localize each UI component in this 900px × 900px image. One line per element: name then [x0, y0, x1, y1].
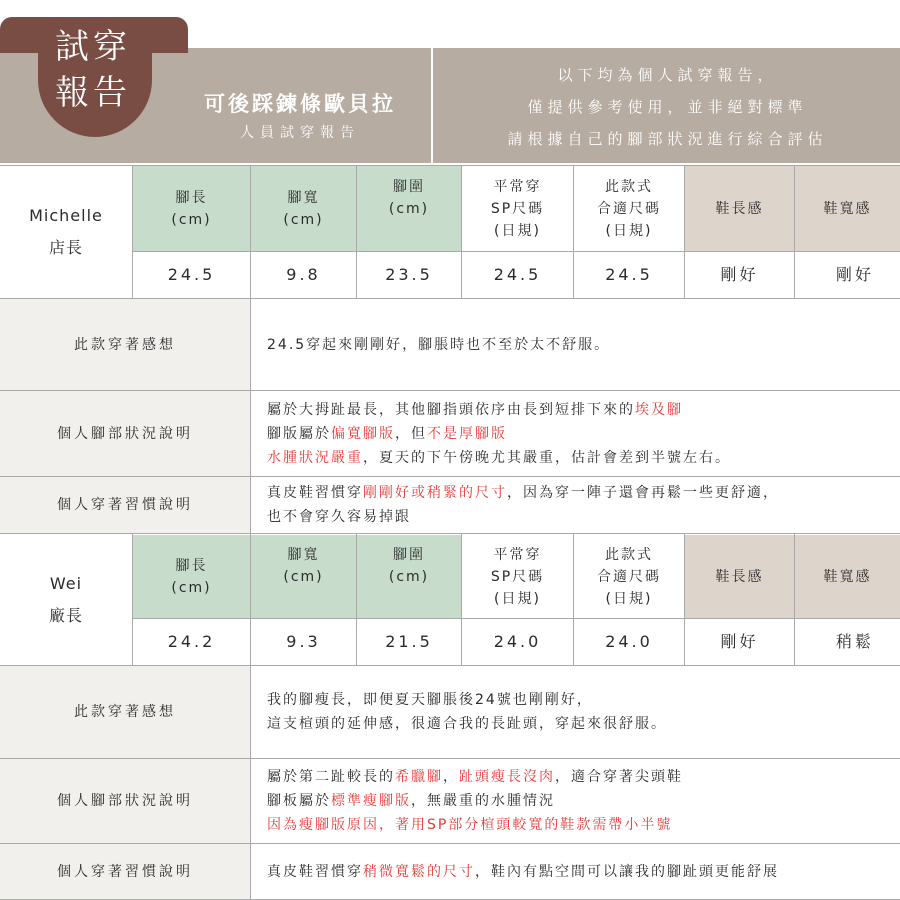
col-usual-size: 平常穿 SP尺碼 (日規)	[490, 546, 545, 607]
value-foot-length: 24.5	[167, 265, 216, 284]
grid-line	[132, 165, 133, 299]
col-foot-length: 腳長 (cm)	[133, 166, 250, 251]
product-title: 可後踩鍊條歐貝拉	[204, 92, 396, 116]
col-foot-width: 腳寬 (cm)	[251, 166, 356, 251]
foot-line: 腳板屬於標準瘦腳版，無嚴重的水腫情況	[267, 793, 555, 809]
grid-line	[461, 165, 462, 299]
value-length-feel: 剛好	[720, 632, 759, 651]
col-foot-girth: 腳圍 (cm)	[357, 535, 461, 618]
foot-line: 水腫狀況嚴重，夏天的下午傍晚尤其嚴重，估計會差到半號左右。	[267, 449, 731, 466]
value-foot-length: 24.2	[167, 632, 216, 651]
badge-line-2: 報告	[55, 73, 131, 113]
grid-line	[573, 533, 574, 666]
impression-text	[251, 666, 900, 758]
value-width-feel: 稍鬆	[835, 632, 874, 651]
foot-line: 屬於第二趾較長的希臘腳，趾頭瘦長沒肉，適合穿著尖頭鞋	[267, 769, 683, 785]
note-line-2: 僅提供參考使用，並非絕對標準	[527, 98, 808, 116]
grid-line	[0, 665, 900, 666]
grid-line	[0, 476, 900, 477]
grid-line	[132, 618, 900, 619]
foot-condition-text	[251, 391, 900, 476]
col-fit-size: 此款式 合適尺碼 (日規)	[597, 178, 661, 239]
habit-line: 也不會穿久容易掉跟	[267, 509, 411, 525]
grid-line	[794, 533, 795, 666]
foot-condition-text	[251, 759, 900, 843]
value-usual-size: 24.5	[493, 265, 542, 284]
impression-label: 此款穿著感想	[0, 666, 250, 758]
value-usual-size: 24.0	[493, 632, 542, 651]
person-1-name-cell: Michelle 店長	[29, 206, 103, 257]
value-fit-size: 24.5	[605, 265, 653, 284]
foot-line: 腳版屬於偏寬腳版，但不是厚腳版	[267, 425, 507, 442]
foot-condition-label: 個人腳部狀況說明	[0, 759, 250, 843]
value-foot-girth: 21.5	[385, 632, 433, 651]
col-width-feel: 鞋寬感	[795, 166, 900, 251]
foot-condition-label: 個人腳部狀況說明	[0, 391, 250, 476]
col-width-feel: 鞋寬感	[795, 535, 900, 618]
grid-line	[684, 533, 685, 666]
value-width-feel: 剛好	[835, 265, 874, 284]
header-divider	[431, 48, 433, 163]
foot-line: 因為瘦腳版原因，著用SP部分楦頭較寬的鞋款需帶小半號	[267, 817, 673, 833]
grid-line	[0, 533, 900, 534]
badge-line-1: 試穿	[55, 27, 131, 67]
col-foot-length: 腳長 (cm)	[133, 535, 250, 618]
habit-line: 真皮鞋習慣穿稍微寬鬆的尺寸，鞋內有點空間可以讓我的腳趾頭更能舒展	[267, 864, 779, 880]
impression-label: 此款穿著感想	[0, 299, 250, 390]
impression-line: 這支楦頭的延伸感，很適合我的長趾頭，穿起來很舒服。	[267, 716, 667, 732]
grid-line	[132, 533, 133, 666]
col-foot-width: 腳寬 (cm)	[251, 535, 356, 618]
habit-label: 個人穿著習慣說明	[0, 844, 250, 900]
value-foot-width: 9.3	[286, 632, 321, 651]
grid-line	[132, 251, 900, 252]
grid-line	[0, 390, 900, 391]
grid-line	[0, 843, 900, 844]
grid-line	[250, 165, 251, 534]
grid-line	[794, 165, 795, 299]
impression-text: 24.5穿起來剛剛好，腳脹時也不至於太不舒服。	[267, 336, 611, 353]
grid-line	[356, 533, 357, 666]
grid-line	[250, 533, 251, 900]
value-length-feel: 剛好	[720, 265, 759, 284]
foot-line: 屬於大拇趾最長，其他腳指頭依序由長到短排下來的埃及腳	[267, 401, 683, 418]
col-fit-size: 此款式 合適尺碼 (日規)	[597, 546, 661, 607]
col-length-feel: 鞋長感	[685, 166, 794, 251]
person-2-name-cell: Wei 廠長	[48, 574, 83, 625]
habit-text	[251, 477, 900, 533]
col-length-feel: 鞋長感	[685, 535, 794, 618]
habit-label: 個人穿著習慣說明	[0, 477, 250, 533]
impression-line: 我的腳瘦長，即便夏天腳脹後24號也剛剛好，	[267, 692, 593, 708]
habit-text	[251, 844, 900, 900]
grid-line	[573, 165, 574, 299]
value-foot-girth: 23.5	[385, 265, 433, 284]
habit-line: 真皮鞋習慣穿剛剛好或稍緊的尺寸，因為穿一陣子還會再鬆一些更舒適，	[267, 485, 779, 501]
note-line-3: 請根據自己的腳部狀況進行綜合評估	[507, 130, 828, 148]
report-subtitle: 人員試穿報告	[240, 125, 360, 141]
value-foot-width: 9.8	[286, 265, 321, 284]
grid-line	[684, 165, 685, 299]
grid-line	[0, 298, 900, 299]
col-usual-size: 平常穿 SP尺碼 (日規)	[490, 178, 545, 239]
grid-line	[356, 165, 357, 299]
grid-line	[461, 533, 462, 666]
grid-line	[0, 758, 900, 759]
note-line-1: 以下均為個人試穿報告，	[557, 66, 778, 84]
col-foot-girth: 腳圍 (cm)	[357, 166, 461, 251]
grid-line	[0, 165, 900, 166]
value-fit-size: 24.0	[605, 632, 653, 651]
